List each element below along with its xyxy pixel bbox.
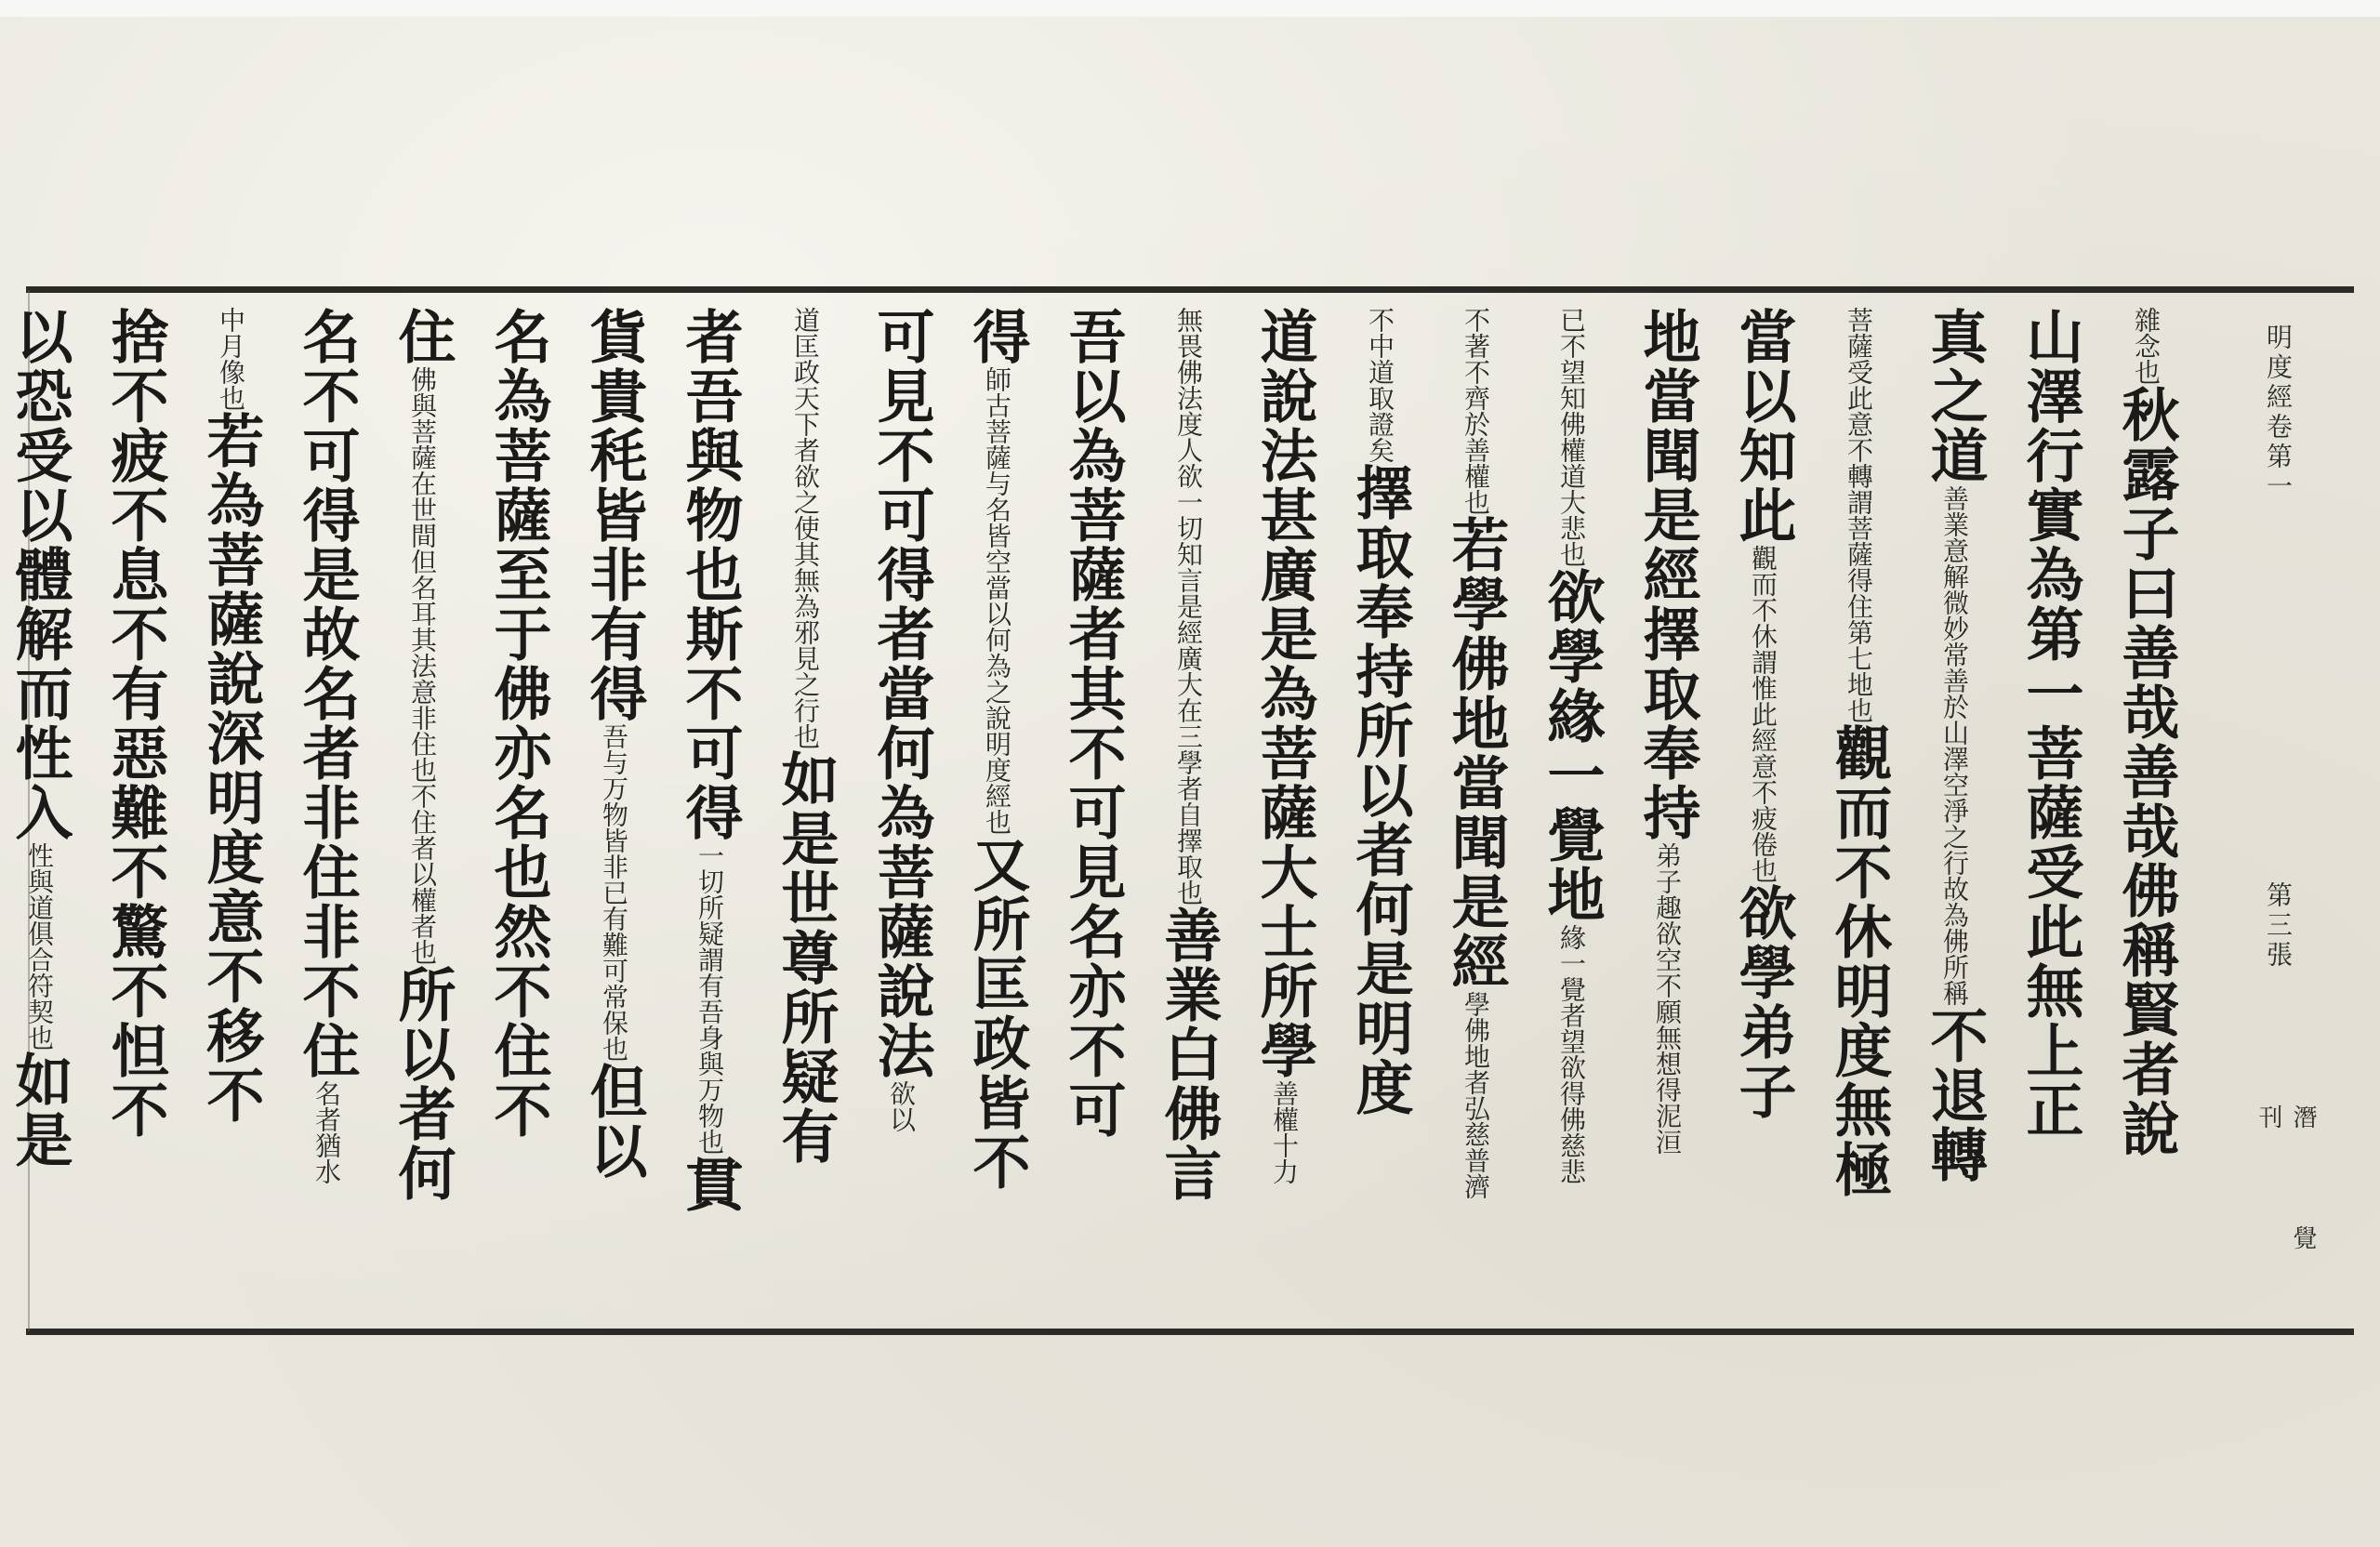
commentary: 已不望知佛權道大悲也	[1556, 307, 1587, 567]
commentary: 佛與菩薩在世間但名耳其法意非住也不住者以權者也	[407, 366, 438, 965]
text-column	[2098, 307, 2194, 1320]
commentary: 中月像也	[216, 307, 246, 411]
commentary: 道匡政天下者欲之使其無為邪見之行也	[790, 307, 821, 749]
scripture-text: 如是世尊所疑有	[772, 749, 840, 1166]
scripture-text: 欲學緣一覺地	[1538, 567, 1606, 924]
scripture-text: 山澤行實為第一菩薩受此無上正	[2016, 307, 2084, 1140]
commentary: 善業意解微妙常善於山澤空淨之行故為佛所稱	[1939, 485, 1970, 1006]
text-column	[1811, 307, 1907, 1320]
top-edge	[0, 0, 2380, 17]
scripture-text: 捨不疲不息不有惡難不驚不怛不	[101, 307, 169, 1140]
text-column	[1045, 307, 1141, 1320]
text-column	[87, 307, 183, 1320]
scripture-text: 名不可得是故名者非住非不住	[293, 307, 361, 1080]
commentary: 緣一覺者望欲得佛慈悲	[1556, 924, 1587, 1184]
commentary: 弟子趣欲空不願無想得泥洹	[1652, 842, 1683, 1155]
scripture-text: 貨貴秏皆非有得	[580, 307, 648, 723]
commentary: 不中道取證矣	[1365, 307, 1395, 463]
scripture-text: 善業白佛言	[1155, 906, 1223, 1203]
scripture-text: 名為菩薩至于佛亦名也然不住不	[484, 307, 552, 1140]
text-column	[949, 307, 1045, 1320]
commentary: 學佛地者弘慈普濟	[1461, 991, 1491, 1199]
text-column	[470, 307, 566, 1320]
text-column	[2003, 307, 2098, 1320]
text-column	[1332, 307, 1428, 1320]
text-column	[1524, 307, 1620, 1320]
scripture-text: 不退轉	[1921, 1006, 1989, 1184]
scripture-text: 秋露子曰善哉善哉佛稱賢者說	[2112, 385, 2180, 1158]
scripture-text: 真之道	[1921, 307, 1989, 485]
scripture-text: 吾以為菩薩者其不可見名亦不可	[1059, 307, 1127, 1140]
commentary: 師古菩薩与名皆空當以何為之說明度經也	[982, 366, 1012, 835]
scripture-text: 擇取奉持所以者何是明度	[1346, 463, 1414, 1117]
scripture-text: 又所匡政皆不	[963, 835, 1031, 1192]
scripture-text: 住	[389, 307, 456, 366]
scripture-text: 欲學弟子	[1729, 883, 1797, 1121]
text-column	[183, 307, 279, 1320]
commentary: 一切所疑謂有吾身與万物也	[694, 842, 725, 1155]
scripture-text: 所以者何	[389, 965, 456, 1203]
margin-title: 明度經卷第一	[2263, 324, 2294, 502]
text-column	[566, 307, 662, 1320]
scripture-text: 可見不可得者當何為菩薩說法	[867, 307, 935, 1080]
scripture-text: 觀而不休明度無極	[1825, 723, 1893, 1199]
commentary: 菩薩受此意不轉謂菩薩得住第七地也	[1844, 307, 1874, 723]
text-column	[1428, 307, 1524, 1320]
text-column	[662, 307, 758, 1320]
text-column	[375, 307, 470, 1320]
commentary: 欲以	[886, 1080, 917, 1132]
scripture-text: 如是	[6, 1051, 73, 1170]
text-column	[1715, 307, 1811, 1320]
scripture-text: 道說法甚廣是為菩薩大士所學	[1250, 307, 1318, 1080]
text-column	[0, 307, 87, 1320]
scripture-text: 若為菩薩說深明度意不移不	[197, 411, 265, 1125]
scripture-text: 若學佛地當聞是經	[1442, 515, 1510, 991]
text-column	[279, 307, 375, 1320]
text-column	[1141, 307, 1236, 1320]
scripture-text: 得	[963, 307, 1031, 366]
margin-band	[2194, 286, 2352, 1335]
text-column	[1236, 307, 1332, 1320]
margin-carver: 潛 覺 刊	[2254, 1104, 2317, 1295]
scripture-text: 當以知此	[1729, 307, 1797, 545]
commentary: 名者猶水	[311, 1080, 342, 1184]
commentary: 吾与万物皆非已有難可常保也	[599, 723, 629, 1062]
scripture-text: 者吾與物也斯不可得	[676, 307, 744, 842]
margin-page-number: 第三張	[2263, 881, 2294, 971]
scripture-text: 以恐受以體解而性入	[6, 307, 73, 842]
scripture-text: 但以	[580, 1062, 648, 1181]
commentary: 不著不齊於善權也	[1461, 307, 1491, 515]
commentary: 善權十力	[1269, 1080, 1300, 1184]
commentary: 無畏佛法度人欲一切知言是經廣大在三學者自擇取也	[1173, 307, 1204, 906]
scripture-text: 貫	[676, 1155, 744, 1214]
commentary: 觀而不休謂惟此經意不疲倦也	[1748, 545, 1778, 883]
text-column	[758, 307, 853, 1320]
commentary: 雜念也	[2131, 307, 2162, 385]
text-column	[853, 307, 949, 1320]
commentary: 性與道俱合符契也	[24, 842, 55, 1051]
scripture-text: 地當聞是經擇取奉持	[1633, 307, 1701, 842]
text-column	[1907, 307, 2003, 1320]
main-text	[6, 307, 2194, 1320]
text-column	[1620, 307, 1715, 1320]
